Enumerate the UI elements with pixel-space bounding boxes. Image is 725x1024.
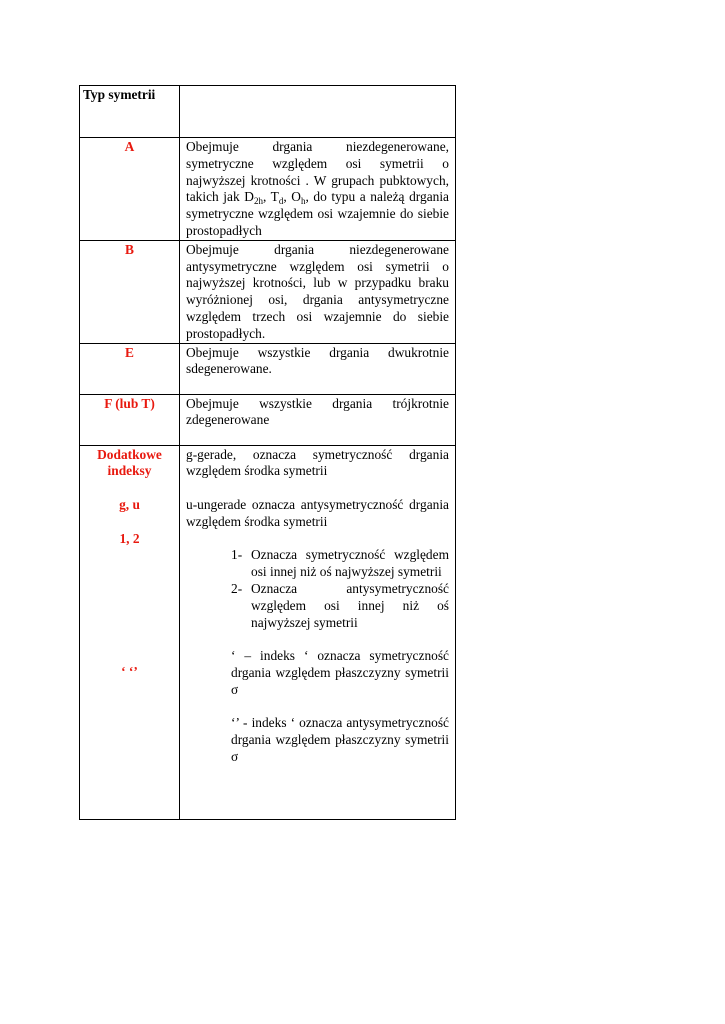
table-row-f: [80, 394, 456, 445]
description-e: Obejmuje wszystkie drgania dwukrotnie sdegenerowane.: [186, 344, 449, 377]
header-type-label: Typ symetrii: [83, 87, 156, 102]
symmetry-type-e: E: [125, 344, 134, 360]
label-cell-f: [80, 394, 180, 445]
label-cell-b: [80, 240, 180, 343]
header-type-cell: [80, 86, 180, 138]
symmetry-type-b: B: [125, 241, 134, 257]
table-row-e: [80, 343, 456, 394]
index-prime-label: ‘ ‘’: [121, 664, 138, 680]
label-cell-indices: [80, 445, 180, 819]
index-g-u-label: g, u: [119, 496, 140, 512]
description-cell-f: [180, 394, 456, 445]
numbered-item-2-text: Oznacza antysymetryczność względem osi innej niż oś najwyższej symetrii: [251, 580, 449, 630]
table-header-row: [80, 86, 456, 138]
symmetry-type-f: F (lub T): [104, 395, 155, 411]
table-row-b: [80, 240, 456, 343]
label-cell-a: [80, 138, 180, 241]
label-cell-e: [80, 343, 180, 394]
description-g: g-gerade, oznacza symetryczność drgania względem środka symetrii: [186, 446, 449, 479]
description-cell-b: [180, 240, 456, 343]
description-b: Obejmuje drgania niezdegenerowane antysymetryczne względem osi symetrii o najwyższej krotności, lub w przypadku braku wyróżnionej osi, drgania antysymetryczne względem trzech osi wzajemnie do siebie prostopadłych.: [186, 241, 449, 341]
description-prime: ‘ – indeks ‘ oznacza symetryczność drgania względem płaszczyzny symetrii σ: [231, 648, 449, 697]
numbered-item-1: [186, 547, 449, 581]
numbered-item-1-text: Oznacza symetryczność względem osi innej niż oś najwyższej symetrii: [251, 547, 449, 580]
description-a: Obejmuje drgania niezdegenerowane, symetryczne względem osi symetrii o najwyższej krotności . W grupach pubktowych, takich jak $D_{2h}$, $T_d$, $O_h$, do typu a należą drgania symetryczne względem osi wzajemnie do siebie prostopadłych: [186, 139, 450, 238]
numbered-item-2: [186, 581, 449, 631]
numbered-item-1-marker: 1-: [231, 547, 243, 563]
symmetry-type-a: A: [124, 139, 135, 154]
description-f: Obejmuje wszystkie drgania trójkrotnie zdegenerowane: [186, 395, 449, 428]
symmetry-table: [79, 85, 456, 820]
description-cell-indices: [180, 445, 456, 819]
table-row-a: [80, 138, 456, 241]
description-cell-a: [180, 138, 456, 241]
description-u: u-ungerade oznacza antysymetryczność drgania względem środka symetrii: [186, 496, 449, 529]
description-cell-e: [180, 343, 456, 394]
indices-label: Dodatkowe indeksy: [97, 446, 162, 479]
header-description-cell: [180, 86, 456, 138]
index-1-2-label: 1, 2: [119, 530, 140, 546]
description-double-prime: ‘’ - indeks ‘ oznacza antysymetryczność drgania względem płaszczyzny symetrii σ: [231, 715, 449, 764]
numbered-item-2-marker: 2-: [231, 580, 243, 596]
table-row-indices: [80, 445, 456, 819]
